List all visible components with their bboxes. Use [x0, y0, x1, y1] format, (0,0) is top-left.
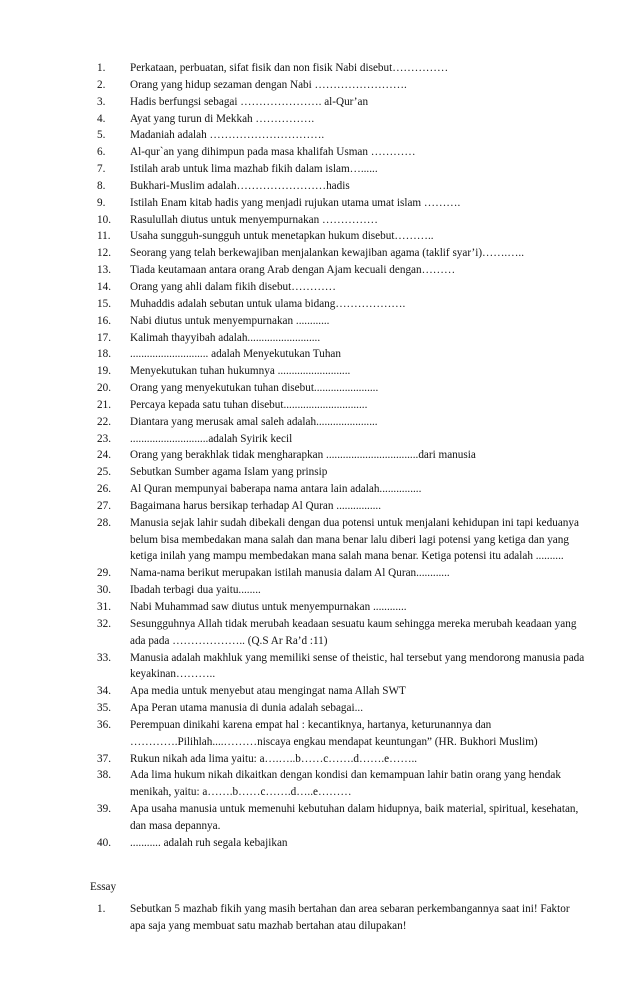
- question-item: [97, 599, 587, 616]
- question-item: [97, 60, 587, 77]
- question-number: 17.: [97, 331, 111, 344]
- question-item: [97, 582, 587, 599]
- question-number: 5.: [97, 129, 106, 142]
- question-item: [97, 751, 587, 768]
- question-item: [97, 228, 587, 245]
- question-number: 32.: [97, 617, 111, 630]
- question-number: 4.: [97, 112, 106, 125]
- question-list: [97, 60, 587, 852]
- question-number: 29.: [97, 567, 111, 580]
- question-item: [97, 296, 587, 313]
- question-number: 9.: [97, 196, 106, 209]
- question-text: Rukun nikah ada lima yaitu: a….…..b……c…….d…….e……..: [130, 752, 418, 765]
- question-number: 20.: [97, 382, 111, 395]
- question-item: [97, 397, 587, 414]
- question-item: [97, 178, 587, 195]
- question-number: 16.: [97, 314, 111, 327]
- question-number: 13.: [97, 264, 111, 277]
- question-text: Apa usaha manusia untuk memenuhi kebutuhan dalam hidupnya, baik material, spiritual, kesehatan, dan masa depannya.: [130, 803, 579, 832]
- question-number: 19.: [97, 365, 111, 378]
- question-item: [97, 195, 587, 212]
- question-item: [97, 431, 587, 448]
- question-number: 28.: [97, 516, 111, 529]
- question-text: Bagaimana harus bersikap terhadap Al Quran ................: [130, 499, 382, 512]
- question-item: [97, 380, 587, 397]
- question-text: Seorang yang telah berkewajiban menjalankan kewajiban agama (taklif syar’i)…….…..: [130, 247, 525, 260]
- question-number: 33.: [97, 651, 111, 664]
- question-number: 12.: [97, 247, 111, 260]
- question-item: [97, 616, 587, 650]
- question-item: [97, 363, 587, 380]
- essay-list: [97, 901, 587, 934]
- question-text: ........... adalah ruh segala kebajikan: [130, 836, 288, 849]
- question-item: [97, 767, 587, 801]
- question-item: [97, 515, 587, 566]
- question-text: Istilah arab untuk lima mazhab fikih dalam islam…......: [130, 163, 378, 176]
- question-item: [97, 212, 587, 229]
- question-text: Istilah Enam kitab hadis yang menjadi rujukan utama umat islam ……….: [130, 196, 461, 209]
- question-number: 1.: [97, 903, 106, 915]
- question-item: [97, 498, 587, 515]
- question-number: 36.: [97, 718, 111, 731]
- question-text: ............................ adalah Menyekutukan Tuhan: [130, 348, 341, 361]
- question-text: Menyekutukan tuhan hukumnya ..........................: [130, 365, 351, 378]
- question-text: Sesungguhnya Allah tidak merubah keadaan sesuatu kaum sehingga mereka merubah keadaan yang ada pada ……………….. (Q.S Ar Ra’d :11): [130, 617, 577, 647]
- question-number: 6.: [97, 146, 106, 159]
- question-text: Nabi Muhammad saw diutus untuk menyempurnakan ............: [130, 601, 407, 613]
- question-item: [97, 144, 587, 161]
- question-number: 26.: [97, 483, 111, 496]
- question-item: [97, 683, 587, 700]
- question-text: ............................adalah Syirik kecil: [130, 432, 293, 445]
- question-text: Sebutkan 5 mazhab fikih yang masih bertahan dan area sebaran perkembangannya saat ini! Faktor apa saja yang membuat satu mazhab bertahan atau dilupakan!: [130, 903, 570, 932]
- question-text: Bukhari-Muslim adalah……………………hadis: [130, 179, 350, 192]
- question-item: [97, 262, 587, 279]
- question-number: 22.: [97, 415, 111, 428]
- question-text: Ibadah terbagi dua yaitu........: [130, 584, 261, 597]
- question-number: 34.: [97, 685, 111, 698]
- question-item: [97, 717, 587, 751]
- question-number: 27.: [97, 499, 111, 512]
- question-text: Perempuan dinikahi karena empat hal : kecantiknya, hartanya, keturunannya dan ………….Pilihlah....………niscaya engkau mendapat keuntungan” (HR. Bukhori Muslim): [130, 718, 538, 748]
- question-item: [97, 279, 587, 296]
- question-text: Orang yang hidup sezaman dengan Nabi …………………….: [130, 78, 407, 91]
- question-item: [97, 161, 587, 178]
- question-number: 40.: [97, 836, 111, 849]
- question-number: 15.: [97, 297, 111, 310]
- question-item: [97, 447, 587, 464]
- question-item: [97, 835, 587, 852]
- question-text: Apa media untuk menyebut atau mengingat nama Allah SWT: [130, 685, 406, 698]
- question-text: Sebutkan Sumber agama Islam yang prinsip: [130, 466, 328, 479]
- question-item: [97, 330, 587, 347]
- question-item: [97, 901, 587, 934]
- question-text: Tiada keutamaan antara orang Arab dengan Ajam kecuali dengan………: [130, 264, 456, 277]
- question-item: [97, 700, 587, 717]
- question-item: [97, 650, 587, 684]
- question-number: 7.: [97, 163, 106, 176]
- question-number: 23.: [97, 432, 111, 445]
- question-text: Perkataan, perbuatan, sifat fisik dan non fisik Nabi disebut……………: [130, 62, 449, 74]
- question-item: [97, 77, 587, 94]
- question-item: [97, 346, 587, 363]
- question-text: Orang yang ahli dalam fikih disebut…………: [130, 280, 336, 293]
- question-item: [97, 414, 587, 431]
- question-number: 39.: [97, 803, 111, 816]
- question-number: 25.: [97, 466, 111, 479]
- question-text: Manusia adalah makhluk yang memiliki sense of theistic, hal tersebut yang mendorong manusia pada keyakinan………..: [130, 651, 585, 681]
- question-item: [97, 565, 587, 582]
- question-text: Hadis berfungsi sebagai …………………. al-Qur’an: [130, 95, 369, 108]
- question-text: Percaya kepada satu tuhan disebut..............................: [130, 398, 368, 411]
- question-item: [97, 313, 587, 330]
- question-number: 10.: [97, 213, 111, 226]
- question-number: 8.: [97, 179, 106, 192]
- question-item: [97, 464, 587, 481]
- question-text: Ada lima hukum nikah dikaitkan dengan kondisi dan kemampuan lahir batin orang yang hendak menikah, yaitu: a…….b……c…….d…..e………: [130, 769, 561, 799]
- question-text: Nama-nama berikut merupakan istilah manusia dalam Al Quran............: [130, 567, 450, 580]
- question-item: [97, 481, 587, 498]
- question-text: Muhaddis adalah sebutan untuk ulama bidang……………….: [130, 297, 406, 310]
- question-text: Usaha sungguh-sungguh untuk menetapkan hukum disebut………..: [130, 230, 434, 243]
- essay-heading: Essay: [90, 881, 117, 893]
- question-number: 24.: [97, 449, 111, 462]
- question-text: Orang yang menyekutukan tuhan disebut.......................: [130, 382, 379, 395]
- question-number: 35.: [97, 702, 111, 715]
- question-text: Kalimah thayyibah adalah..........................: [130, 331, 321, 344]
- question-number: 11.: [97, 230, 111, 243]
- question-text: Apa Peran utama manusia di dunia adalah sebagai...: [130, 702, 363, 715]
- question-item: [97, 127, 587, 144]
- question-item: [97, 94, 587, 111]
- question-number: 31.: [97, 601, 111, 613]
- question-text: Madaniah adalah ………………………….: [130, 129, 325, 142]
- question-number: 38.: [97, 769, 111, 782]
- question-number: 21.: [97, 398, 111, 411]
- question-number: 14.: [97, 280, 111, 293]
- question-text: Orang yang berakhlak tidak mengharapkan .................................dari manusia: [130, 449, 476, 462]
- question-item: [97, 801, 587, 835]
- question-number: 30.: [97, 584, 111, 597]
- question-text: Al Quran mempunyai baberapa nama antara lain adalah...............: [130, 483, 422, 496]
- question-item: [97, 111, 587, 128]
- question-text: Diantara yang merusak amal saleh adalah......................: [130, 415, 378, 428]
- question-number: 37.: [97, 752, 111, 765]
- question-number: 18.: [97, 348, 111, 361]
- question-text: Ayat yang turun di Mekkah …………….: [130, 112, 315, 125]
- question-number: 3.: [97, 95, 106, 108]
- question-number: 2.: [97, 78, 106, 91]
- question-text: Manusia sejak lahir sudah dibekali dengan dua potensi untuk menjalani kehidupan ini tapi keduanya belum bisa membedakan mana salah dan mana benar lalu diberi lagi potensi yang ketiga dan yang ketiga inilah yang mampu membedakan mana salah mana benar. Ketiga potensi itu adalah ..........: [130, 516, 579, 563]
- question-text: Nabi diutus untuk menyempurnakan ............: [130, 314, 330, 327]
- question-number: 1.: [97, 62, 106, 74]
- question-item: [97, 245, 587, 262]
- question-text: Rasulullah diutus untuk menyempurnakan ……………: [130, 213, 378, 226]
- question-text: Al-qur`an yang dihimpun pada masa khalifah Usman …………: [130, 146, 416, 159]
